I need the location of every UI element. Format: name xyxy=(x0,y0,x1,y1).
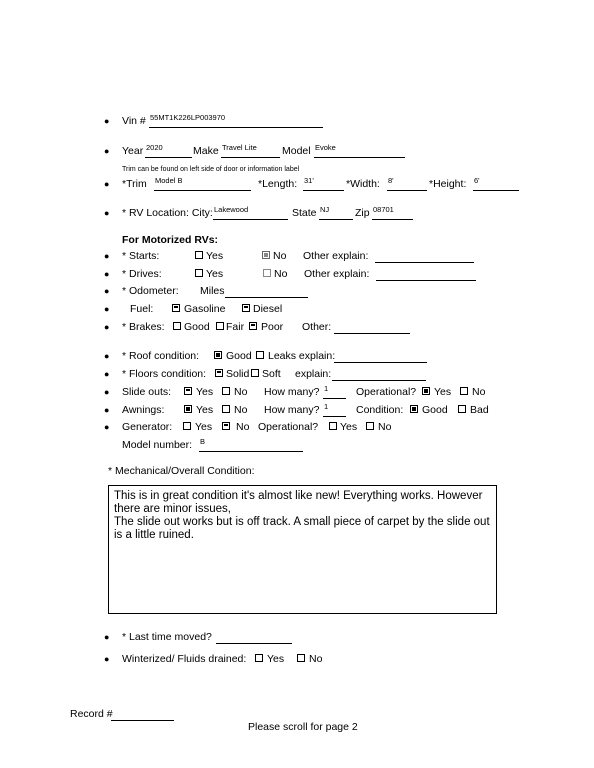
height-label: *Height: xyxy=(429,178,467,190)
drives-other-field[interactable] xyxy=(376,267,476,281)
winterized-label: Winterized/ Fluids drained: xyxy=(122,653,247,665)
trim-dimensions-row xyxy=(106,177,526,193)
slideouts-operational-label: Operational? xyxy=(356,386,417,398)
slideouts-label: Slide outs: xyxy=(122,386,172,398)
generator-op-no-label: No xyxy=(378,421,392,433)
fuel-gasoline-checkbox[interactable] xyxy=(172,304,180,312)
trim-label: *Trim xyxy=(122,178,147,190)
awnings-howmany-label: How many? xyxy=(264,404,320,416)
bullet: ● xyxy=(104,286,110,296)
vin-field[interactable]: 55MT1K226LP003970 xyxy=(149,114,323,128)
mechanical-text-line: The slide out works but is off track. A small piece of carpet by the slide out is a little ruined. xyxy=(114,516,490,541)
generator-no-label: No xyxy=(236,421,250,433)
starts-yes-checkbox[interactable] xyxy=(195,251,203,259)
slideouts-no-checkbox[interactable] xyxy=(222,387,230,395)
bullet: ● xyxy=(104,208,110,218)
generator-label: Generator: xyxy=(122,421,173,433)
zip-label: Zip xyxy=(355,207,370,219)
floors-solid-checkbox[interactable] xyxy=(215,369,223,377)
awnings-good-label: Good xyxy=(422,404,448,416)
miles-label: Miles xyxy=(200,285,225,297)
fuel-gasoline-label: Gasoline xyxy=(184,303,226,315)
floors-label: * Floors condition: xyxy=(122,368,207,380)
awnings-no-label: No xyxy=(234,404,248,416)
slideouts-op-no-label: No xyxy=(472,386,486,398)
odometer-field[interactable] xyxy=(225,284,308,298)
roof-leaks-checkbox[interactable] xyxy=(256,351,264,359)
bullet: ● xyxy=(104,632,110,642)
roof-leaks-label: Leaks explain: xyxy=(268,350,336,362)
brakes-poor-checkbox[interactable] xyxy=(249,322,257,330)
brakes-other-label: Other: xyxy=(302,321,332,333)
slideouts-op-yes-label: Yes xyxy=(434,386,452,398)
record-label: Record # xyxy=(70,708,113,720)
bullet: ● xyxy=(104,116,110,126)
roof-label: * Roof condition: xyxy=(122,350,200,362)
mechanical-text-line: This is in great condition it's almost like new! Everything works. However there are minor issues, xyxy=(114,490,483,515)
slideouts-op-yes-checkbox[interactable] xyxy=(422,387,430,395)
height-field[interactable]: 6' xyxy=(473,177,519,191)
make-label: Make xyxy=(193,145,219,157)
awnings-bad-checkbox[interactable] xyxy=(458,405,466,413)
bullet: ● xyxy=(104,422,110,432)
awnings-howmany-field[interactable]: 1 xyxy=(323,403,346,417)
last-moved-label: * Last time moved? xyxy=(122,631,212,643)
awnings-condition-label: Condition: xyxy=(356,404,404,416)
trim-note: Trim can be found on left side of door or information label xyxy=(122,166,300,173)
generator-yes-label: Yes xyxy=(195,421,213,433)
location-label: * RV Location: City: xyxy=(122,207,213,219)
location-row xyxy=(106,206,426,222)
fuel-diesel-label: Diesel xyxy=(253,303,283,315)
odometer-label: * Odometer: xyxy=(122,285,179,297)
winterized-no-checkbox[interactable] xyxy=(297,654,305,662)
roof-good-checkbox[interactable] xyxy=(214,351,222,359)
generator-row xyxy=(106,420,496,436)
generator-no-checkbox[interactable] xyxy=(222,422,230,430)
bullet: ● xyxy=(104,369,110,379)
last-moved-row xyxy=(106,630,326,646)
zip-field[interactable]: 08701 xyxy=(372,206,413,220)
model-field[interactable]: Evoke xyxy=(314,144,405,158)
bullet: ● xyxy=(104,351,110,361)
roof-row xyxy=(106,349,436,365)
drives-no-checkbox[interactable] xyxy=(263,269,271,277)
brakes-good-checkbox[interactable] xyxy=(173,322,181,330)
floors-row xyxy=(106,367,436,383)
bullet: ● xyxy=(104,269,110,279)
bullet: ● xyxy=(104,251,110,261)
drives-yes-label: Yes xyxy=(206,268,224,280)
bullet: ● xyxy=(104,322,110,332)
generator-op-yes-checkbox[interactable] xyxy=(329,422,337,430)
bullet: ● xyxy=(104,304,110,314)
awnings-bad-label: Bad xyxy=(470,404,489,416)
vin-row xyxy=(106,114,366,130)
winterized-yes-checkbox[interactable] xyxy=(255,654,263,662)
starts-other-label: Other explain: xyxy=(303,250,369,262)
starts-row xyxy=(106,249,486,265)
motorized-heading: For Motorized RVs: xyxy=(122,234,219,246)
state-label: State xyxy=(292,207,317,219)
roof-good-label: Good xyxy=(226,350,252,362)
brakes-good-label: Good xyxy=(184,321,210,333)
winterized-no-label: No xyxy=(309,653,323,665)
floors-explain-field[interactable] xyxy=(332,367,426,381)
bullet: ● xyxy=(104,179,110,189)
brakes-poor-label: Poor xyxy=(261,321,284,333)
make-field[interactable]: Travel Lite xyxy=(221,144,280,158)
starts-yes-label: Yes xyxy=(206,250,224,262)
awnings-no-checkbox[interactable] xyxy=(222,405,230,413)
starts-no-checkbox[interactable] xyxy=(262,251,270,259)
slideouts-howmany-field[interactable]: 1 xyxy=(323,385,346,399)
floors-soft-label: Soft xyxy=(262,368,281,380)
drives-label: * Drives: xyxy=(122,268,162,280)
awnings-row xyxy=(106,403,496,419)
generator-operational-label: Operational? xyxy=(258,421,319,433)
drives-row xyxy=(106,267,486,283)
awnings-yes-checkbox[interactable] xyxy=(184,405,192,413)
length-field[interactable]: 31' xyxy=(303,177,344,191)
winterized-row xyxy=(106,652,366,668)
scroll-note: Please scroll for page 2 xyxy=(248,721,358,733)
slideouts-no-label: No xyxy=(234,386,248,398)
model-label: Model xyxy=(282,145,311,157)
floors-soft-checkbox[interactable] xyxy=(251,369,259,377)
starts-other-field[interactable] xyxy=(375,249,474,263)
model-number-field[interactable]: B xyxy=(199,438,303,452)
brakes-fair-checkbox[interactable] xyxy=(216,322,224,330)
slideouts-yes-checkbox[interactable] xyxy=(184,387,192,395)
last-moved-field[interactable] xyxy=(216,630,292,644)
bullet: ● xyxy=(104,405,110,415)
length-label: *Length: xyxy=(258,178,298,190)
drives-yes-checkbox[interactable] xyxy=(195,269,203,277)
winterized-yes-label: Yes xyxy=(267,653,285,665)
model-number-row xyxy=(106,438,326,454)
slideouts-yes-label: Yes xyxy=(196,386,214,398)
floors-solid-label: Solid xyxy=(226,368,250,380)
bullet: ● xyxy=(104,387,110,397)
city-field[interactable]: Lakewood xyxy=(213,206,288,220)
starts-no-label: No xyxy=(273,250,287,262)
starts-label: * Starts: xyxy=(122,250,160,262)
year-label: Year xyxy=(122,145,144,157)
generator-yes-checkbox[interactable] xyxy=(183,422,191,430)
trim-field[interactable]: Model B xyxy=(154,177,251,191)
bullet: ● xyxy=(104,146,110,156)
fuel-label: Fuel: xyxy=(130,303,154,315)
vin-label: Vin # xyxy=(122,115,146,127)
bullet: ● xyxy=(104,654,110,664)
model-number-label: Model number: xyxy=(122,439,193,451)
generator-op-no-checkbox[interactable] xyxy=(366,422,374,430)
brakes-label: * Brakes: xyxy=(122,321,165,333)
odometer-row xyxy=(106,284,326,300)
fuel-row xyxy=(106,302,326,318)
generator-op-yes-label: Yes xyxy=(340,421,358,433)
brakes-other-field[interactable] xyxy=(334,320,410,334)
floors-explain-label: explain: xyxy=(295,368,332,380)
awnings-yes-label: Yes xyxy=(196,404,214,416)
record-field[interactable] xyxy=(111,707,174,721)
awnings-label: Awnings: xyxy=(122,404,165,416)
mechanical-condition-textbox[interactable] xyxy=(108,485,497,614)
width-field[interactable]: 8' xyxy=(387,177,427,191)
drives-other-label: Other explain: xyxy=(304,268,370,280)
slideouts-op-no-checkbox[interactable] xyxy=(460,387,468,395)
brakes-fair-label: Fair xyxy=(226,321,245,333)
width-label: *Width: xyxy=(346,178,380,190)
brakes-row xyxy=(106,320,426,336)
roof-leaks-field[interactable] xyxy=(334,349,427,363)
slideouts-howmany-label: How many? xyxy=(264,386,320,398)
year-make-model-row xyxy=(106,144,416,160)
mechanical-label: * Mechanical/Overall Condition: xyxy=(108,465,255,477)
drives-no-label: No xyxy=(274,268,288,280)
state-field[interactable]: NJ xyxy=(319,206,353,220)
fuel-diesel-checkbox[interactable] xyxy=(242,304,250,312)
awnings-good-checkbox[interactable] xyxy=(410,405,418,413)
slideouts-row xyxy=(106,385,496,401)
year-field[interactable]: 2020 xyxy=(145,144,192,158)
